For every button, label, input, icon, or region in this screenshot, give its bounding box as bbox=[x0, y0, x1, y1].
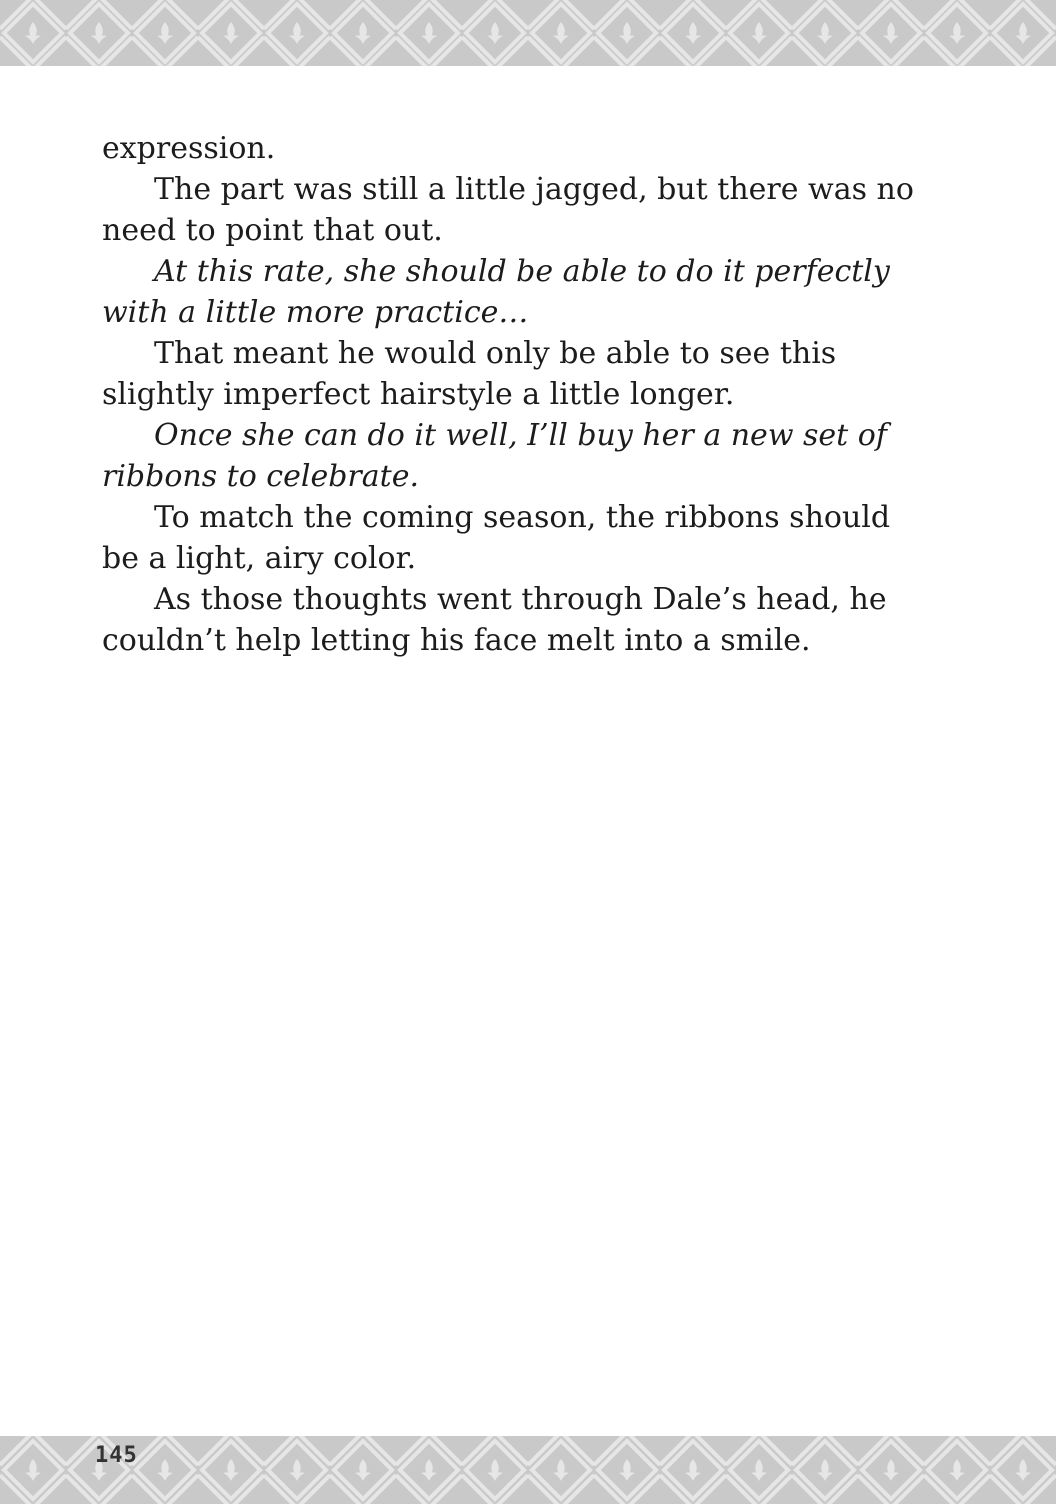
paragraph-italic: At this rate, she should be able to do it perfectly with a little more practice… bbox=[102, 254, 890, 330]
paragraph: That meant he would only be able to see this slightly imperfect hairstyle a little longer. bbox=[102, 336, 837, 412]
diamond-pattern-decoration bbox=[0, 0, 1056, 66]
footer-pattern-band bbox=[0, 1436, 1056, 1504]
page-number: 145 bbox=[95, 1443, 138, 1468]
header-pattern-band bbox=[0, 0, 1056, 66]
paragraph: To match the coming season, the ribbons should be a light, airy color. bbox=[102, 500, 891, 576]
paragraph: As those thoughts went through Dale’s head, he couldn’t help letting his face melt into a smile. bbox=[102, 582, 887, 658]
paragraph: expression. bbox=[102, 131, 276, 166]
diamond-pattern-decoration bbox=[0, 1436, 1056, 1504]
paragraph-italic: Once she can do it well, I’ll buy her a new set of ribbons to celebrate. bbox=[102, 418, 887, 494]
page-body-text bbox=[102, 128, 922, 661]
paragraph: The part was still a little jagged, but there was no need to point that out. bbox=[102, 172, 914, 248]
